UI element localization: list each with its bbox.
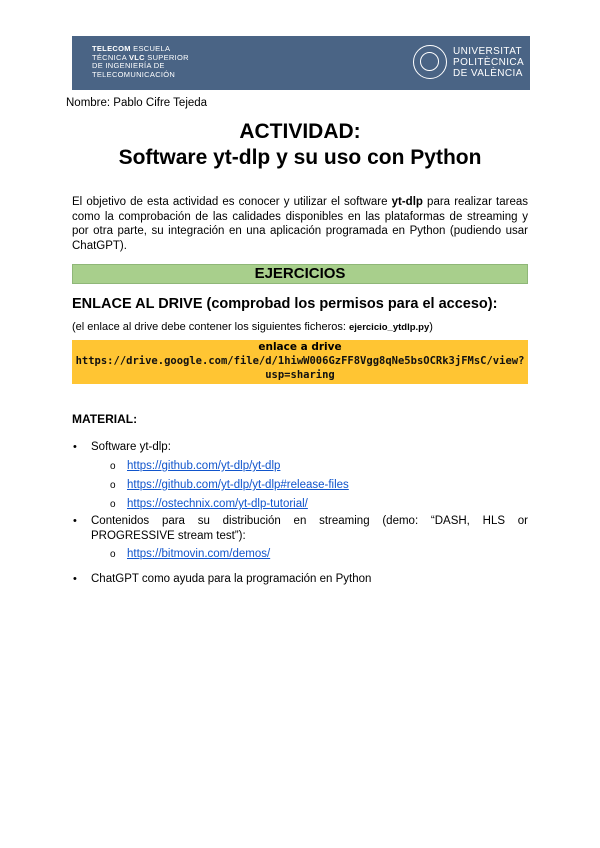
files-note-filename: ejercicio_ytdlp.py — [349, 322, 430, 333]
link-yt-dlp-github[interactable]: https://github.com/yt-dlp/yt-dlp — [127, 460, 281, 472]
intro-bold-software: yt-dlp — [391, 196, 423, 208]
files-note-after: ) — [429, 321, 433, 333]
drive-link-url[interactable]: https://drive.google.com/file/d/1hiwW006GzFF8Vgg8qNe5bsOCRk3jFMsC/view?usp=sharing — [75, 355, 525, 381]
title-line-1: ACTIVIDAD: — [239, 120, 361, 143]
bullet-icon: • — [73, 573, 77, 585]
bullet-icon: • — [73, 515, 77, 527]
bullet-icon: • — [73, 441, 77, 453]
drive-heading: ENLACE AL DRIVE (comprobad los permisos para el acceso): — [72, 296, 498, 312]
upv-line-1: UNIVERSITAT — [453, 46, 523, 57]
circle-bullet-icon: o — [110, 480, 116, 491]
etsit-line-4: TELECOMUNICACIÓN — [92, 69, 176, 79]
sub-item — [72, 459, 528, 474]
files-note-before: (el enlace al drive debe contener los siguientes ficheros: — [72, 321, 349, 333]
link-bitmovin-demos[interactable]: https://bitmovin.com/demos/ — [127, 548, 271, 560]
list-item-text: Software yt-dlp: — [91, 441, 171, 453]
upv-line-2: POLITÈCNICA — [453, 57, 525, 68]
list-item-text: Contenidos para su distribución en streaming (demo: “DASH, HLS or PROGRESSIVE stream test”): — [91, 515, 528, 542]
material-list — [72, 440, 528, 587]
author-name: Nombre: Pablo Cifre Tejeda — [66, 97, 208, 109]
intro-text-after: para realizar tareas como la comprobación de las calidades disponibles en las plataformas de streaming y por otra parte, su integración en una aplicación programada en Python (pudiendo usar ChatGPT). — [72, 196, 528, 252]
files-note — [72, 321, 433, 333]
intro-paragraph — [72, 195, 528, 253]
sub-item — [72, 478, 528, 493]
upv-logo-text — [453, 46, 524, 79]
link-ostechnix-tutorial[interactable]: https://ostechnix.com/yt-dlp-tutorial/ — [127, 498, 308, 510]
link-yt-dlp-release-files[interactable]: https://github.com/yt-dlp/yt-dlp#release-files — [127, 479, 349, 491]
list-item-text: ChatGPT como ayuda para la programación en Python — [91, 573, 372, 585]
header-banner — [72, 36, 530, 90]
etsit-line-1: TELECOM ESCUELA — [92, 44, 171, 53]
etsit-line-3: DE INGENIERÍA DE — [92, 61, 165, 70]
circle-bullet-icon: o — [110, 461, 116, 472]
list-item-yt-dlp — [72, 440, 528, 455]
upv-line-3: DE VALÈNCIA — [453, 68, 523, 79]
circle-bullet-icon: o — [110, 499, 116, 510]
list-item-streaming — [72, 514, 528, 544]
sub-item — [72, 547, 528, 562]
list-item-chatgpt — [72, 572, 528, 587]
section-header-ejercicios: EJERCICIOS — [72, 264, 528, 284]
material-heading: MATERIAL: — [72, 412, 138, 426]
drive-link-label: enlace a drive — [258, 341, 342, 353]
etsit-logo-text — [92, 45, 189, 79]
drive-link-box — [72, 340, 528, 384]
title-line-2: Software yt-dlp y su uso con Python — [118, 146, 482, 169]
circle-bullet-icon: o — [110, 549, 116, 560]
etsit-line-2: TÉCNICA VLC SUPERIOR — [92, 52, 189, 62]
intro-text-before: El objetivo de esta actividad es conocer y utilizar el software — [72, 196, 392, 208]
sub-item — [72, 497, 528, 512]
upv-seal-icon — [413, 45, 447, 79]
